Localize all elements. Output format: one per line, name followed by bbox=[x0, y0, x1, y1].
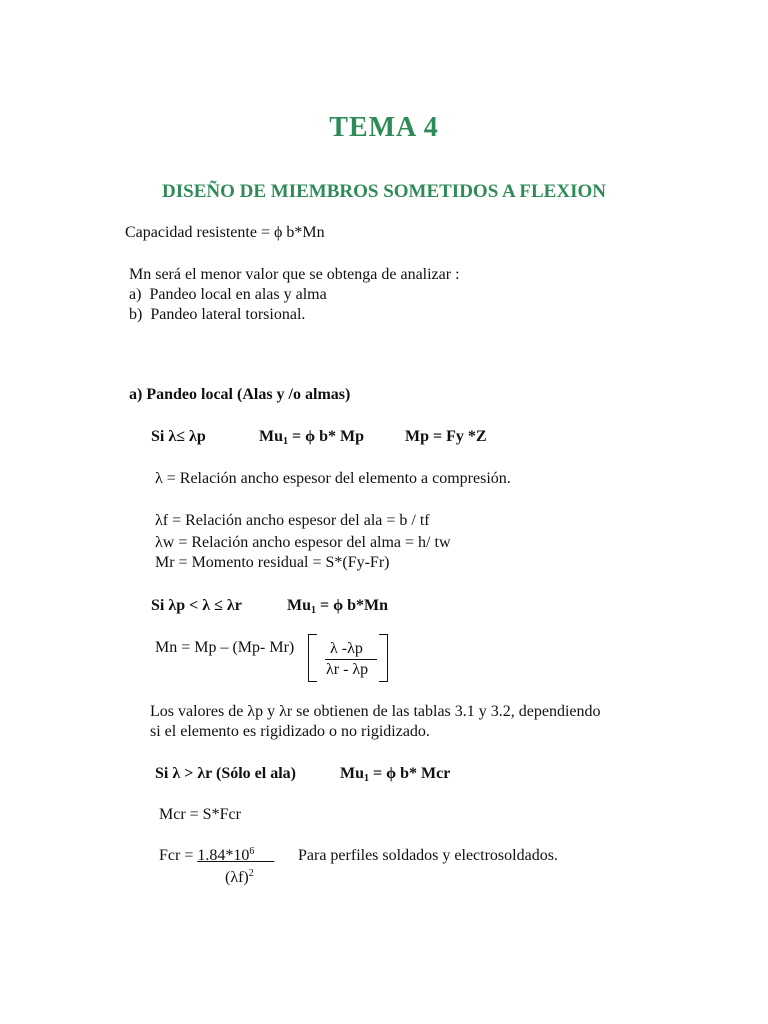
valores-line-1: Los valores de λp y λr se obtienen de las tablas 3.1 y 3.2, dependiendo bbox=[150, 703, 601, 720]
list-text: Pandeo local en alas y alma bbox=[149, 286, 327, 303]
list-text: Pandeo lateral torsional. bbox=[150, 306, 306, 323]
condition-1-mu: $Mu_1 = \phi$ b* Mp bbox=[259, 428, 364, 447]
list-marker: b) bbox=[129, 306, 143, 323]
fcr-note: Para perfiles soldados y electrosoldados. bbox=[298, 847, 558, 864]
definition-mr: Mr = Momento residual = S*(Fy-Fr) bbox=[155, 554, 390, 571]
section-heading: a) Pandeo local (Alas y /o almas) bbox=[129, 386, 351, 403]
mn-formula-lhs: Mn = Mp – (Mp- Mr) bbox=[155, 639, 295, 656]
condition-1-mp: Mp = Fy *Z bbox=[405, 428, 487, 445]
definition-lambda-w: λw = Relación ancho espesor del alma = h/ tw bbox=[155, 534, 451, 551]
valores-line-2: si el elemento es rigidizado o no rigidizado. bbox=[150, 723, 430, 740]
condition-2-mu: $Mu_1 = \phi$ b*Mn bbox=[287, 597, 388, 616]
fraction-line bbox=[325, 659, 377, 660]
fraction-denominator: λr - λp bbox=[326, 661, 369, 678]
condition-3-lambda: Si λ > λr (Sólo el ala) bbox=[155, 765, 296, 782]
list-item bbox=[129, 286, 327, 304]
fcr-denominator: $(\lambda f)^2$ bbox=[225, 868, 254, 886]
page-subtitle: DISEÑO DE MIEMBROS SOMETIDOS A FLEXION bbox=[162, 181, 606, 202]
list-item bbox=[129, 306, 305, 324]
mn-intro: Mn será el menor valor que se obtenga de analizar : bbox=[129, 266, 460, 283]
condition-1-lambda: Si λ≤ λp bbox=[151, 428, 206, 445]
fraction-numerator: λ -λp bbox=[330, 640, 363, 657]
capacidad-resistente: Capacidad resistente = ϕ b*Mn bbox=[125, 224, 325, 241]
definition-lambda-f: λf = Relación ancho espesor del ala = b / tf bbox=[155, 512, 430, 529]
definition-lambda: λ = Relación ancho espesor del elemento a compresión. bbox=[155, 470, 511, 487]
condition-2-lambda: Si λp < λ ≤ λr bbox=[151, 597, 242, 614]
mcr-formula: Mcr = S*Fcr bbox=[159, 806, 241, 823]
condition-3-mu: $Mu_1 = \phi$ b* Mcr bbox=[340, 765, 451, 784]
page-title: TEMA 4 bbox=[329, 112, 439, 143]
fcr-formula: Fcr = $1.84*10^6$ bbox=[159, 846, 255, 864]
list-marker: a) bbox=[129, 286, 142, 303]
